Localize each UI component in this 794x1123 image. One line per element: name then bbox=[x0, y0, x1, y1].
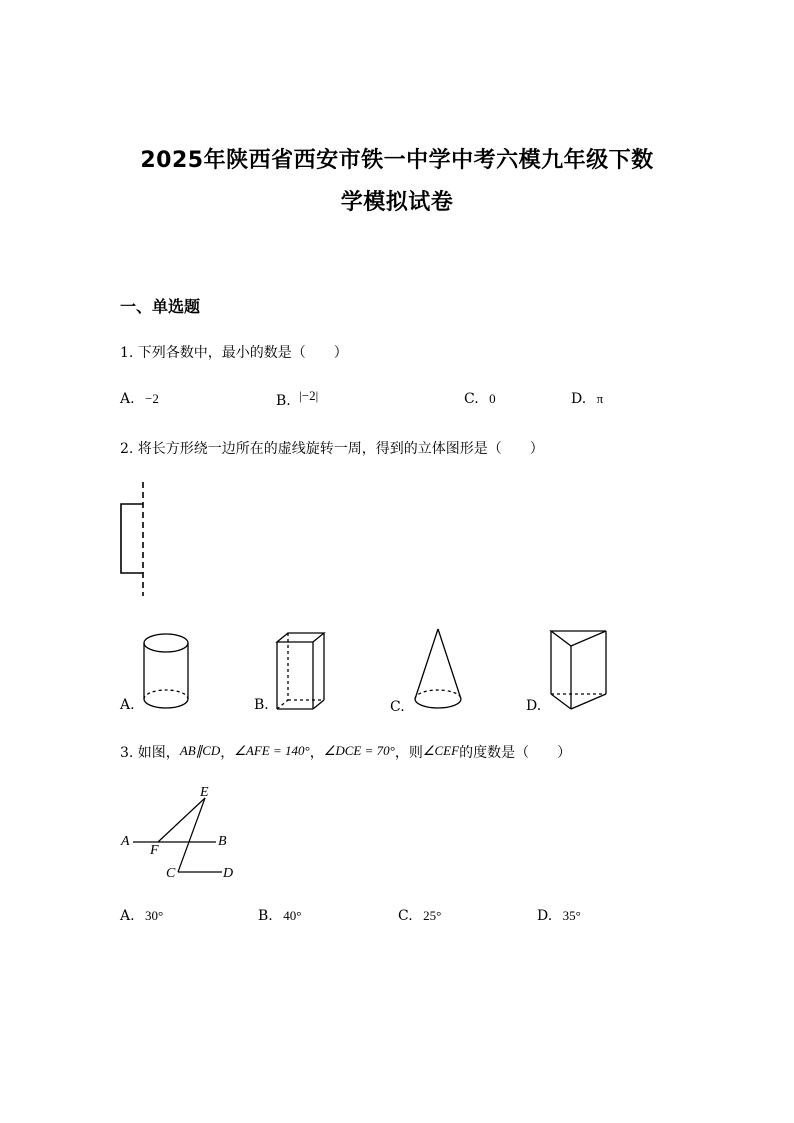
question-3-option-a[interactable] bbox=[120, 908, 163, 924]
question-2-option-b[interactable]: B. bbox=[254, 697, 269, 713]
point-label-f: F bbox=[150, 843, 159, 858]
question-2-option-c[interactable]: C. bbox=[390, 699, 405, 715]
question-1-stem: 1. 下列各数中，最小的数是（ ） bbox=[120, 345, 348, 361]
option-value: 35° bbox=[562, 908, 581, 923]
option-value: 30° bbox=[145, 908, 164, 923]
segment-ef bbox=[158, 798, 205, 842]
stem-suffix: 的度数是（ ） bbox=[459, 745, 572, 761]
option-value: −2 bbox=[145, 391, 159, 406]
rectangle-with-axis-figure bbox=[121, 482, 143, 596]
question-2-option-a[interactable]: A. bbox=[120, 697, 135, 713]
q3-geometry-figure bbox=[133, 798, 222, 872]
point-label-a: A bbox=[121, 834, 130, 849]
cylinder-figure bbox=[144, 634, 188, 708]
question-3-option-c[interactable] bbox=[398, 908, 441, 924]
option-letter: A. bbox=[120, 908, 135, 924]
option-value: 0 bbox=[489, 391, 496, 406]
question-3-option-d[interactable] bbox=[537, 908, 581, 924]
question-2-stem: 2. 将长方形绕一边所在的虚线旋转一周，得到的立体图形是（ ） bbox=[120, 441, 544, 457]
condition-parallel: AB∥CD bbox=[179, 743, 221, 758]
separator: ， bbox=[309, 745, 324, 761]
stem-prefix: 3. 如图， bbox=[120, 745, 180, 761]
condition-angle-afe: ∠AFE = 140° bbox=[234, 743, 310, 758]
option-value: π bbox=[596, 391, 604, 406]
question-3-stem bbox=[120, 742, 571, 762]
segment-ec bbox=[178, 798, 205, 872]
point-label-b: B bbox=[218, 834, 227, 849]
cone-figure bbox=[415, 629, 461, 708]
option-letter: D. bbox=[537, 908, 553, 924]
point-label-d: D bbox=[223, 866, 234, 881]
page-title-line1: 2025年陕西省西安市铁一中学中考六模九年级下数 bbox=[140, 148, 654, 173]
option-letter: D. bbox=[571, 391, 587, 407]
option-letter: C. bbox=[398, 908, 413, 924]
option-value: 40° bbox=[283, 908, 302, 923]
option-letter: A. bbox=[120, 391, 135, 407]
point-label-e: E bbox=[200, 785, 209, 800]
separator: ，则 bbox=[394, 745, 423, 761]
condition-angle-dce: ∠DCE = 70° bbox=[323, 743, 395, 758]
question-2-option-d[interactable]: D. bbox=[526, 698, 542, 714]
option-letter: C. bbox=[464, 391, 479, 407]
page-title-line2: 学模拟试卷 bbox=[340, 190, 454, 215]
target-angle-cef: ∠CEF bbox=[422, 743, 460, 758]
section-heading: 一、单选题 bbox=[120, 297, 201, 316]
point-label-c: C bbox=[166, 866, 176, 881]
option-letter: B. bbox=[276, 393, 291, 409]
separator: ， bbox=[220, 745, 235, 761]
triangular-prism-figure bbox=[551, 631, 606, 709]
option-value: |−2| bbox=[299, 388, 319, 403]
question-3-option-b[interactable] bbox=[258, 908, 301, 924]
option-letter: B. bbox=[258, 908, 273, 924]
rectangular-prism-figure bbox=[277, 633, 324, 709]
option-value: 25° bbox=[423, 908, 442, 923]
